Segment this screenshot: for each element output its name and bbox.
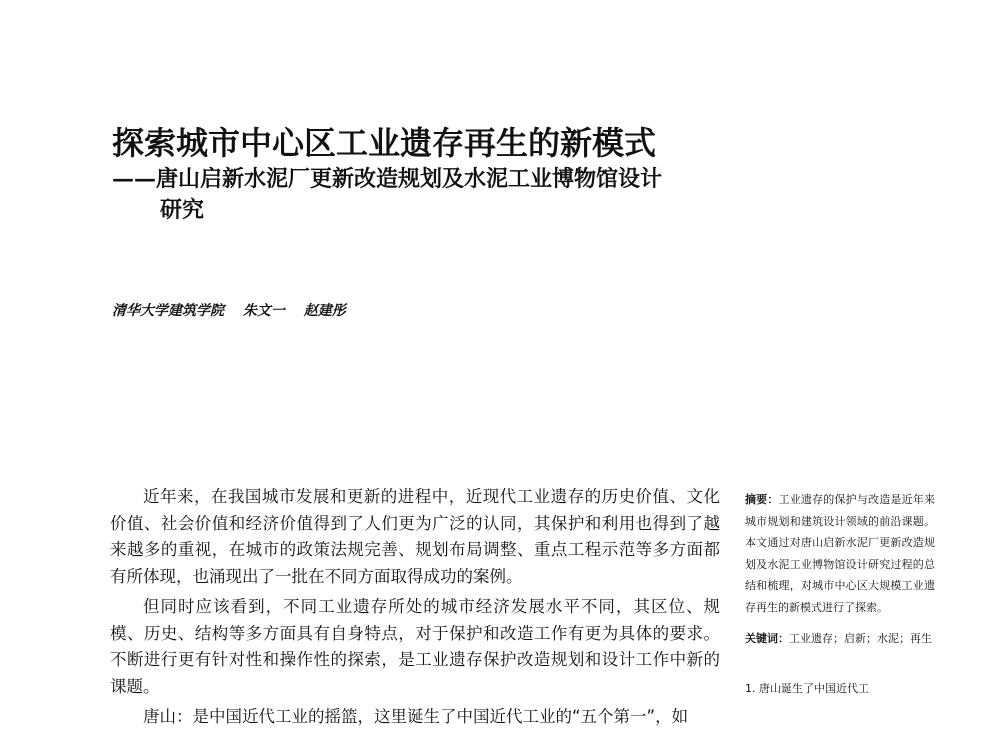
author-name: 赵建彤 [303,303,346,319]
author-line [112,300,360,320]
body-paragraph: 但同时应该看到，不同工业遗存所处的城市经济发展水平不同，其区位、规模、历史、结构等多方面具有自身特点，对于保护和改造工作有更为具体的要求。不断进行更有针对性和操作性的探索，是工业遗存保护改造规划和设计工作中新的课题。 [110,597,720,696]
subtitle-line-1: ——唐山启新水泥厂更新改造规划及水泥工业博物馆设计 [112,166,663,192]
body-paragraph: 唐山：是中国近代工业的摇篮，这里诞生了中国近代工业的“五个第一”，如 [143,707,689,726]
keywords-label: 关键词： [745,632,789,645]
keywords [745,628,935,650]
paper-subtitle [112,164,662,226]
paper-title: 探索城市中心区工业遗存再生的新模式 [112,124,657,162]
abstract-text: 工业遗存的保护与改造是近年来城市规划和建筑设计领域的前沿课题。本文通过对唐山启新水泥厂更新改造规划及水泥工业博物馆设计研究过程的总结和梳理，对城市中心区大规模工业遗存再生的新模式进行了探索。 [745,493,935,614]
body-paragraph: 近年来，在我国城市发展和更新的进程中，近现代工业遗存的历史价值、文化价值、社会价值和经济价值得到了人们更为广泛的认同，其保护和利用也得到了越来越多的重视，在城市的政策法规完善、规划布局调整、重点工程示范等多方面都有所体现，也涌现出了一批在不同方面取得成功的案例。 [110,487,720,586]
body-text [110,484,720,735]
abstract [745,489,935,618]
abstract-label: 摘要： [745,493,779,506]
affiliation: 清华大学建筑学院 [112,303,224,319]
abstract-sidebar [745,489,935,699]
side-note: 1. 唐山诞生了中国近代工 [745,681,869,695]
subtitle-line-2: 研究 [160,197,205,223]
keywords-text: 工业遗存；启新；水泥；再生 [789,632,932,645]
author-name: 朱文一 [242,303,285,319]
